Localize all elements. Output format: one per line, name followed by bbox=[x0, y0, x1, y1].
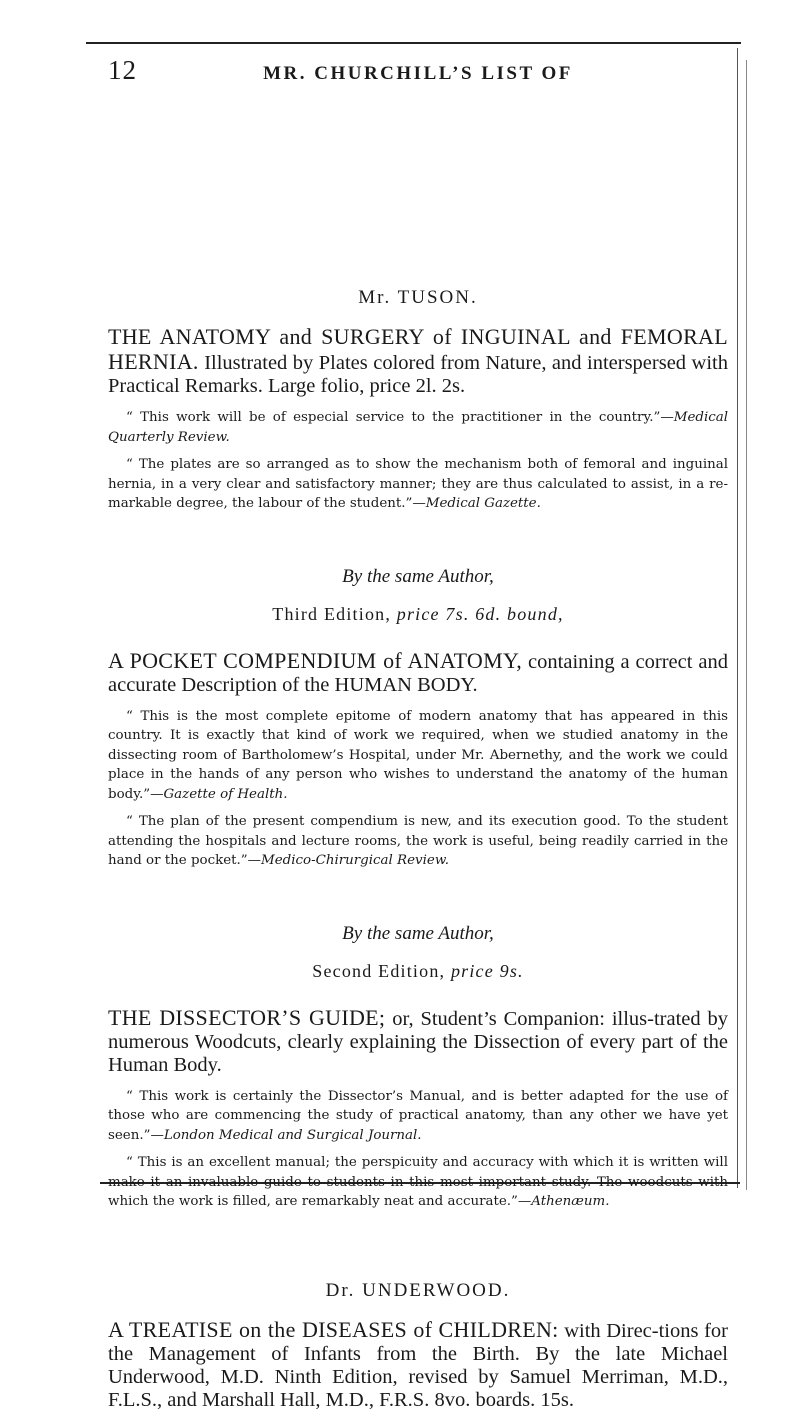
page-content bbox=[108, 55, 728, 1422]
price-label: price 7s. 6d. bound, bbox=[391, 603, 564, 624]
book-title-desc: or, Student’s Companion: illus-trated by numerous Woodcuts, clearly explaining the Dissection of every part of the Human Body. bbox=[108, 1007, 728, 1076]
right-rule bbox=[737, 48, 738, 1188]
price-label: price 9s. bbox=[445, 960, 524, 981]
byline: By the same Author, bbox=[342, 922, 494, 944]
book-title bbox=[108, 1006, 728, 1077]
review-quote bbox=[108, 707, 728, 805]
book-title-desc: Illustrated by Plates colored from Nature, and interspersed with Practical Remarks. Large folio, price 2l. 2s. bbox=[108, 352, 728, 397]
right-rule-outer bbox=[746, 60, 747, 1190]
quote-source: London Medical and Surgical Journal. bbox=[163, 1127, 422, 1143]
author-heading: Mr. TUSON. bbox=[358, 287, 478, 308]
page-header bbox=[108, 55, 728, 105]
author-heading: Dr. UNDERWOOD. bbox=[325, 1279, 511, 1301]
quote-text: “ The plates are so arranged as to show the mechanism both of femoral and inguinal hernia, in a very clear and satisfactory manner; they are thus calculated to assist, in a re-markable degree, the labour of the student.”— bbox=[108, 457, 728, 511]
book-title-caps: A TREATISE on the DISEASES of CHILDREN: bbox=[108, 1316, 559, 1342]
top-rule bbox=[86, 42, 741, 44]
quote-text: “ This work will be of especial service to the practitioner in the country.”— bbox=[126, 410, 674, 425]
review-quote bbox=[108, 812, 728, 871]
quote-text: “ The plan of the present compendium is new, and its execution good. To the student attending the hospitals and lecture rooms, the work is useful, being readily carried in the hand or the pocket.”— bbox=[108, 814, 728, 868]
entry-pocket-compendium bbox=[108, 566, 728, 871]
quote-text: “ This is the most complete epitome of modern anatomy that has appeared in this country. It is exactly that kind of work we required, when we studied anatomy in the dissecting room of Bartholomew’s Hospital, under Mr. Abernethy, and the work we could place in the hands of any person who wishes to understand the anatomy of the human body.”— bbox=[108, 708, 728, 802]
byline: By the same Author, bbox=[342, 565, 494, 587]
entry-tuson-hernia bbox=[108, 287, 728, 514]
running-title: MR. CHURCHILL’S LIST OF bbox=[263, 63, 573, 84]
review-quote bbox=[108, 455, 728, 514]
book-title bbox=[108, 1318, 728, 1412]
quote-source: Medico-Chirurgical Review. bbox=[261, 853, 449, 868]
quote-text: “ This is an excellent manual; the perspicuity and accuracy with which it is written will make it an invaluable guide to students in this most important study. The woodcuts with which the work is filled, are remarkably neat and accurate.”— bbox=[108, 1155, 728, 1209]
book-title bbox=[108, 325, 728, 398]
entry-dissectors-guide bbox=[108, 923, 728, 1212]
book-title-desc: containing a correct and accurate Description of the HUMAN BODY. bbox=[108, 650, 728, 696]
edition-label: Third Edition, bbox=[272, 603, 392, 624]
book-title-caps: A POCKET COMPENDIUM of ANATOMY, bbox=[108, 647, 523, 673]
quote-text: “ This work is certainly the Dissector’s Manual, and is better adapted for the use of those who are commencing the study of practical anatomy, than any other we have yet seen.”— bbox=[108, 1088, 728, 1143]
page-number: 12 bbox=[108, 55, 137, 85]
edition-label: Second Edition, bbox=[312, 960, 446, 981]
entry-underwood-children bbox=[108, 1280, 728, 1412]
quote-source: Medical Gazette. bbox=[425, 496, 541, 511]
book-title-caps: THE DISSECTOR’S GUIDE; bbox=[108, 1004, 386, 1030]
review-quote bbox=[108, 408, 728, 447]
review-quote bbox=[108, 1153, 728, 1212]
quote-source: Athenæum. bbox=[531, 1194, 610, 1209]
edition-line bbox=[108, 604, 728, 625]
edition-line bbox=[108, 961, 728, 982]
book-title-caps: THE ANATOMY and SURGERY of INGUINAL and FEMORAL HERNIA. bbox=[108, 324, 728, 374]
quote-source: Gazette of Health. bbox=[163, 786, 288, 802]
book-title bbox=[108, 649, 728, 697]
book-title-desc: with Direc-tions for the Management of Infants from the Birth. By the late Michael Underwood, M.D. Ninth Edition, revised by Samuel Merriman, M.D., F.L.S., and Marshall Hall, M.D., F.R.S. 8vo. boards. 15s. bbox=[108, 1319, 728, 1411]
review-quote bbox=[108, 1087, 728, 1146]
quote-source: Medical Quarterly Review. bbox=[108, 410, 728, 445]
